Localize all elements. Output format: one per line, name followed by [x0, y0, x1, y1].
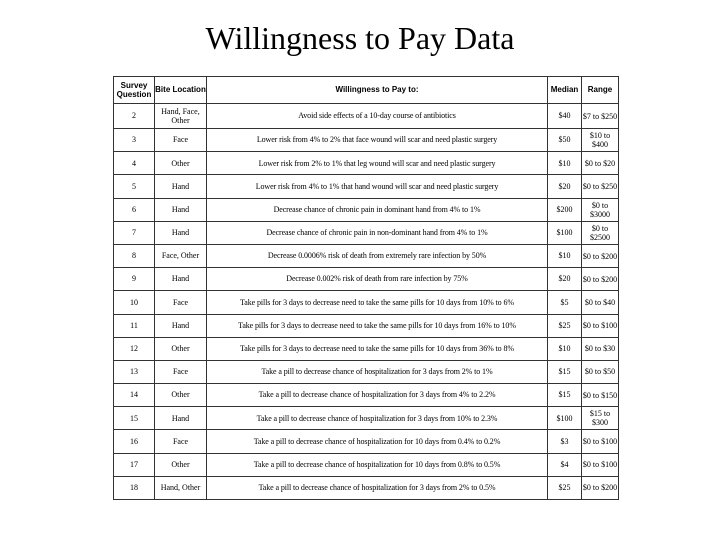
table-row [114, 268, 619, 291]
cell-survey-question: 12 [114, 337, 155, 360]
table-row [114, 291, 619, 314]
cell-median: $5 [548, 291, 582, 314]
table-row [114, 129, 619, 152]
cell-bite-location: Hand [155, 175, 207, 198]
table-body [114, 104, 619, 500]
cell-bite-location: Face [155, 430, 207, 453]
cell-bite-location: Hand [155, 314, 207, 337]
cell-willingness-description: Lower risk from 4% to 1% that hand wound will scar and need plastic surgery [207, 175, 548, 198]
header-survey-question: Survey Question [114, 77, 155, 104]
table-row [114, 337, 619, 360]
cell-median: $100 [548, 407, 582, 430]
cell-range: $0 to $150 [582, 384, 619, 407]
cell-survey-question: 18 [114, 476, 155, 499]
cell-survey-question: 17 [114, 453, 155, 476]
cell-bite-location: Face [155, 360, 207, 383]
cell-range: $0 to $3000 [582, 198, 619, 221]
table-row [114, 244, 619, 267]
cell-bite-location: Face, Other [155, 244, 207, 267]
table-row [114, 384, 619, 407]
cell-bite-location: Other [155, 152, 207, 175]
cell-survey-question: 14 [114, 384, 155, 407]
table-row [114, 221, 619, 244]
cell-survey-question: 9 [114, 268, 155, 291]
cell-range: $0 to $40 [582, 291, 619, 314]
cell-survey-question: 7 [114, 221, 155, 244]
cell-bite-location: Hand [155, 198, 207, 221]
cell-median: $20 [548, 175, 582, 198]
cell-median: $4 [548, 453, 582, 476]
table-row [114, 453, 619, 476]
cell-bite-location: Hand [155, 221, 207, 244]
table-row [114, 314, 619, 337]
cell-range: $0 to $200 [582, 244, 619, 267]
cell-range: $0 to $200 [582, 476, 619, 499]
cell-willingness-description: Lower risk from 2% to 1% that leg wound will scar and need plastic surgery [207, 152, 548, 175]
cell-range: $0 to $100 [582, 430, 619, 453]
cell-median: $40 [548, 104, 582, 129]
cell-range: $0 to $100 [582, 453, 619, 476]
cell-range: $10 to $400 [582, 129, 619, 152]
cell-bite-location: Hand [155, 268, 207, 291]
cell-survey-question: 3 [114, 129, 155, 152]
cell-bite-location: Hand, Face, Other [155, 104, 207, 129]
cell-median: $10 [548, 152, 582, 175]
cell-median: $10 [548, 337, 582, 360]
cell-survey-question: 5 [114, 175, 155, 198]
cell-survey-question: 6 [114, 198, 155, 221]
table-row [114, 407, 619, 430]
cell-bite-location: Hand [155, 407, 207, 430]
header-range: Range [582, 77, 619, 104]
cell-median: $3 [548, 430, 582, 453]
table-row [114, 476, 619, 499]
cell-survey-question: 11 [114, 314, 155, 337]
table-row [114, 175, 619, 198]
cell-range: $0 to $200 [582, 268, 619, 291]
table-row [114, 152, 619, 175]
cell-range: $0 to $250 [582, 175, 619, 198]
table-header-row [114, 77, 619, 104]
wtp-table-container [113, 76, 618, 500]
cell-willingness-description: Decrease chance of chronic pain in dominant hand from 4% to 1% [207, 198, 548, 221]
cell-survey-question: 15 [114, 407, 155, 430]
table-row [114, 104, 619, 129]
cell-range: $0 to $30 [582, 337, 619, 360]
cell-bite-location: Other [155, 337, 207, 360]
cell-willingness-description: Take pills for 3 days to decrease need to take the same pills for 10 days from 10% to 6% [207, 291, 548, 314]
cell-willingness-description: Take a pill to decrease chance of hospitalization for 10 days from 0.4% to 0.2% [207, 430, 548, 453]
cell-median: $50 [548, 129, 582, 152]
cell-willingness-description: Take pills for 3 days to decrease need to take the same pills for 10 days from 16% to 10% [207, 314, 548, 337]
cell-median: $15 [548, 360, 582, 383]
cell-survey-question: 16 [114, 430, 155, 453]
cell-willingness-description: Take a pill to decrease chance of hospitalization for 3 days from 10% to 2.3% [207, 407, 548, 430]
cell-range: $7 to $250 [582, 104, 619, 129]
cell-survey-question: 2 [114, 104, 155, 129]
cell-median: $10 [548, 244, 582, 267]
cell-willingness-description: Avoid side effects of a 10-day course of antibiotics [207, 104, 548, 129]
cell-willingness-description: Decrease 0.002% risk of death from rare infection by 75% [207, 268, 548, 291]
cell-range: $0 to $20 [582, 152, 619, 175]
cell-willingness-description: Lower risk from 4% to 2% that face wound will scar and need plastic surgery [207, 129, 548, 152]
cell-bite-location: Other [155, 453, 207, 476]
cell-median: $200 [548, 198, 582, 221]
cell-survey-question: 4 [114, 152, 155, 175]
cell-willingness-description: Decrease 0.0006% risk of death from extremely rare infection by 50% [207, 244, 548, 267]
wtp-table [113, 76, 619, 500]
cell-median: $25 [548, 476, 582, 499]
cell-median: $25 [548, 314, 582, 337]
cell-willingness-description: Decrease chance of chronic pain in non-dominant hand from 4% to 1% [207, 221, 548, 244]
cell-range: $0 to $2500 [582, 221, 619, 244]
header-willingness: Willingness to Pay to: [207, 77, 548, 104]
header-median: Median [548, 77, 582, 104]
cell-willingness-description: Take pills for 3 days to decrease need to take the same pills for 10 days from 36% to 8% [207, 337, 548, 360]
cell-median: $15 [548, 384, 582, 407]
table-row [114, 360, 619, 383]
cell-range: $0 to $100 [582, 314, 619, 337]
cell-willingness-description: Take a pill to decrease chance of hospitalization for 3 days from 2% to 0.5% [207, 476, 548, 499]
cell-bite-location: Other [155, 384, 207, 407]
cell-median: $100 [548, 221, 582, 244]
cell-willingness-description: Take a pill to decrease chance of hospitalization for 3 days from 2% to 1% [207, 360, 548, 383]
cell-range: $0 to $50 [582, 360, 619, 383]
header-bite-location: Bite Location [155, 77, 207, 104]
cell-bite-location: Hand, Other [155, 476, 207, 499]
cell-willingness-description: Take a pill to decrease chance of hospitalization for 3 days from 4% to 2.2% [207, 384, 548, 407]
cell-survey-question: 8 [114, 244, 155, 267]
cell-willingness-description: Take a pill to decrease chance of hospitalization for 10 days from 0.8% to 0.5% [207, 453, 548, 476]
table-row [114, 430, 619, 453]
cell-range: $15 to $300 [582, 407, 619, 430]
cell-survey-question: 13 [114, 360, 155, 383]
cell-bite-location: Face [155, 129, 207, 152]
cell-survey-question: 10 [114, 291, 155, 314]
cell-bite-location: Face [155, 291, 207, 314]
cell-median: $20 [548, 268, 582, 291]
slide-title: Willingness to Pay Data [205, 20, 515, 56]
table-row [114, 198, 619, 221]
